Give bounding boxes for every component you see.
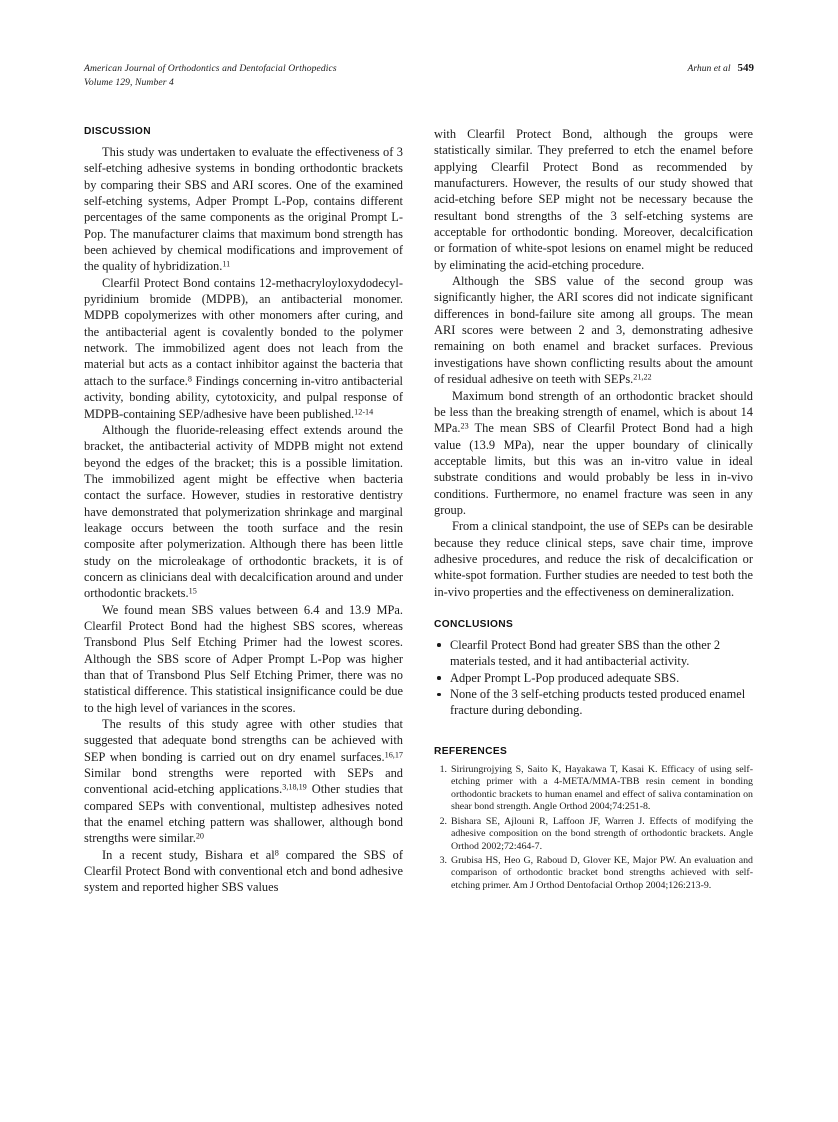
paragraph-8 <box>434 273 753 387</box>
conclusion-text: Clearfil Protect Bond had greater SBS than the other 2 materials tested, and it had antibacterial activity. <box>450 637 721 669</box>
reference-marker: 15 <box>188 586 197 596</box>
paragraph-6 <box>84 847 403 896</box>
page-number: 549 <box>737 62 754 74</box>
conclusion-text: Adper Prompt L-Pop produced adequate SBS. <box>450 670 680 685</box>
reference-number: 1. <box>439 763 447 775</box>
list-item <box>434 637 753 670</box>
paragraph-5-tail-a: Similar bond strengths were reported with SEPs and conventional acid-etching applications. <box>84 766 403 797</box>
reference-marker: 12-14 <box>354 407 374 417</box>
reference-item <box>434 816 753 854</box>
reference-marker: 23 <box>460 421 469 431</box>
list-item <box>434 670 753 686</box>
reference-number: 3. <box>439 854 447 866</box>
reference-marker: 21,22 <box>633 372 652 382</box>
references-heading: REFERENCES <box>434 745 508 757</box>
list-item <box>434 686 753 719</box>
bullet-icon <box>437 693 441 697</box>
reference-text: Grubisa HS, Heo G, Raboud D, Glover KE, Major PW. An evaluation and comparison of orthodontic bracket bond strengths achieved with self-etching primer. Am J Orthod Dentofacial Orthop 2004;126:213-9. <box>451 854 753 892</box>
reference-text: Bishara SE, Ajlouni R, Laffoon JF, Warren J. Effects of modifying the adhesive composition on the bond strength of orthodontic brackets. Angle Orthod 2002;72:464-7. <box>451 815 753 852</box>
reference-item <box>434 764 753 814</box>
paragraph-7-text: with Clearfil Protect Bond, although the groups were statistically similar. They preferred to etch the enamel before applying Clearfil Protect Bond as recommended by manufacturers. However, the results of our study showed that acid-etching before SEP might not be necessary because the resultant bond strengths of the 3 self-etching systems are acceptable for orthodontic bonding. Moreover, decalcification or formation of white-spot lesions on enamel might be reduced by eliminating the acid-etching procedure. <box>434 127 753 272</box>
reference-marker: 16,17 <box>384 750 403 760</box>
paragraph-4 <box>84 602 403 716</box>
discussion-heading: DISCUSSION <box>84 126 151 137</box>
paragraph-4-text: We found mean SBS values between 6.4 and 13.9 MPa. Clearfil Protect Bond had the highest SBS scores, whereas Transbond Plus Self Etching Primer had the lowest scores. Although the SBS score of Adper Prompt L-Pop was higher than that of Transbond Plus Self Etching Primer, there was no statistical difference. This statistical insignificance could be due to the high level of variances in the scores. <box>84 602 403 715</box>
reference-item <box>434 855 753 893</box>
bullet-icon <box>437 676 441 680</box>
conclusions-heading: CONCLUSIONS <box>434 618 514 630</box>
journal-title-block <box>84 62 337 89</box>
conclusions-list <box>434 637 753 719</box>
paragraph-8-text: Although the SBS value of the second group was significantly higher, the ARI scores did not indicate significant differences in bond-failure site among all groups. The mean ARI scores were between 2 and 3, demonstrating adhesive remaining on both enamel and bracket surfaces. Previous investigations have shown conflicting results about the amount of residual adhesive on teeth with SEPs. <box>434 274 753 387</box>
reference-marker: 8 <box>274 848 279 858</box>
paragraph-2-tail: Findings concerning in-vitro antibacterial activity, bonding ability, cytotoxicity, and pulpal response of MDPB-containing SEP/adhesive have been published. <box>84 373 403 421</box>
journal-volume-issue: Volume 129, Number 4 <box>84 76 174 88</box>
reference-number: 2. <box>439 815 447 827</box>
paragraph-3-text: Although the fluoride-releasing effect extends around the bracket, the antibacterial activity of MDPB might not extend beyond the edges of the bracket; this is a possible limitation. The immobilized agent might be effective when bacteria contact the surface. However, studies in restorative dentistry have demonstrated that polymerization shrinkage and marginal leakage occurs between the tooth surface and the resin composite after polymerization. Although there has been little study on the microleakage of orthodontic brackets, it is of concern as clinicians deal with decalcification around and under orthodontic brackets. <box>84 422 403 601</box>
paragraph-7 <box>434 126 753 273</box>
running-head-authors: Arhun et al <box>687 63 731 74</box>
reference-marker: 8 <box>187 374 192 384</box>
reference-marker: 11 <box>222 259 231 269</box>
left-column <box>84 126 403 896</box>
reference-marker: 20 <box>195 832 205 842</box>
paragraph-6-text: In a recent study, Bishara et al <box>102 847 275 862</box>
paragraph-6-tail: compared the SBS of Clearfil Protect Bond with conventional etch and bond adhesive system and reported higher SBS values <box>84 847 404 895</box>
bullet-icon <box>437 643 441 647</box>
paragraph-5-tail-b: Other studies that compared SEPs with conventional, multistep adhesives noted that the enamel etching pattern was shallower, although bond strengths were similar. <box>84 782 403 846</box>
paragraph-3 <box>84 422 403 602</box>
reference-text: Sirirungrojying S, Saito K, Hayakawa T, Kasai K. Efficacy of using self-etching primer with a 4-META/MMA-TBB resin cement in bonding orthodontic brackets to human enamel and effect of saliva contamination on shear bond strength. Angle Orthod 2004;74:251-8. <box>451 763 753 813</box>
paragraph-10 <box>434 518 753 600</box>
paragraph-1-text: This study was undertaken to evaluate the effectiveness of 3 self-etching adhesive systems in bonding orthodontic brackets by comparing their SBS and ARI scores. One of the examined self-etching systems, Adper Prompt L-Pop, contains different percentages of the same components as the original Prompt L-Pop. The manufacturer claims that maximum bond strength has been achieved by chemical modifications and improvement of the quality of hybridization. <box>84 145 403 274</box>
paragraph-9-tail: The mean SBS of Clearfil Protect Bond had a high value (13.9 MPa), near the upper boundary of clinically acceptable limits, but this was an in-vitro value in ideal substrate conditions and would probably be less in in-vivo conditions. Furthermore, no enamel fracture was seen in any group. <box>434 421 753 517</box>
paragraph-2-text: Clearfil Protect Bond contains 12-methacryloyloxydodecyl-pyridinium bromide (MDPB), an antibacterial monomer. MDPB copolymerizes with other monomers after curing, and the antibacterial agent is covalently bonded to the polymer network. The immobilized agent does not leach from the material but acts as a contact inhibitor against the bacteria that attach to the surface. <box>84 275 403 388</box>
running-head-authors-page <box>688 62 755 76</box>
paragraph-5 <box>84 716 403 847</box>
paragraph-9-text: Maximum bond strength of an orthodontic bracket should be less than the breaking strength of enamel, which is about 14 MPa. <box>434 388 753 436</box>
references-list <box>434 764 753 893</box>
paragraph-9 <box>434 388 753 519</box>
conclusion-text: None of the 3 self-etching products tested produced enamel fracture during debonding. <box>450 687 746 718</box>
reference-marker: 3,18,19 <box>282 782 307 792</box>
paragraph-2 <box>84 275 403 422</box>
paragraph-5-text: The results of this study agree with other studies that suggested that adequate bond strengths can be achieved with SEP when bonding is carried out on dry enamel surfaces. <box>84 717 403 764</box>
right-column <box>434 126 753 894</box>
running-head <box>84 62 754 89</box>
paragraph-10-text: From a clinical standpoint, the use of SEPs can be desirable because they reduce clinical steps, save chair time, improve adhesive procedures, and reduce the risk of decalcification or white-spot formation. Further studies are needed to test both the in-vivo properties and the effectiveness on demineralization. <box>434 519 753 599</box>
paragraph-1 <box>84 144 403 275</box>
journal-title: American Journal of Orthodontics and Dentofacial Orthopedics <box>84 63 337 74</box>
